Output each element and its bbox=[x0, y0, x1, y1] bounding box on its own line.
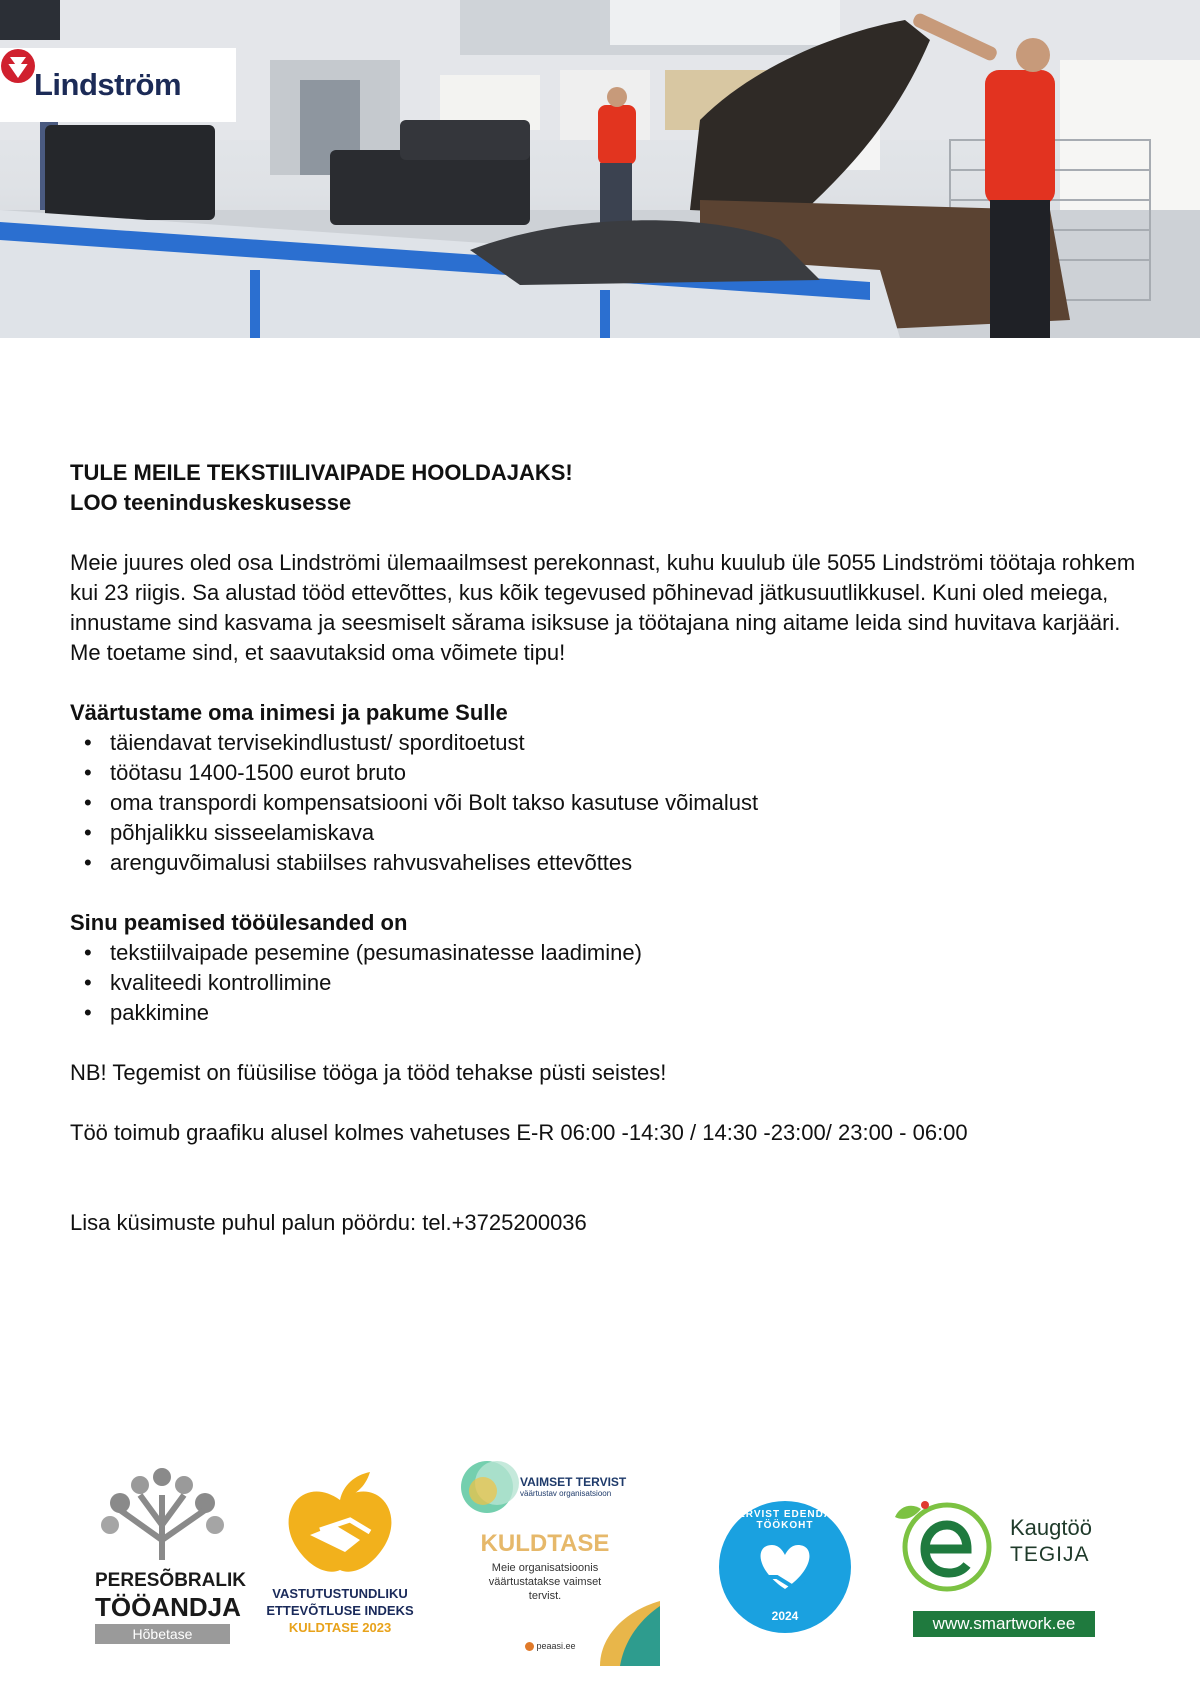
list-item: • põhjalikku sisseelamiskava bbox=[110, 818, 1140, 848]
lindstrom-logo-icon bbox=[0, 48, 36, 84]
mental-title: VAIMSET TERVIST bbox=[520, 1475, 627, 1489]
responsible-line3: KULDTASE 2023 bbox=[288, 1620, 392, 1635]
list-item: • oma transpordi kompensatsiooni või Bolt takso kasutuse võimalust bbox=[110, 788, 1140, 818]
tasks-heading: Sinu peamised tööülesanded on bbox=[70, 910, 408, 935]
brand-name: Lindström bbox=[34, 67, 182, 102]
contact-info: Lisa küsimuste puhul palun pöördu: tel.+3725200036 bbox=[70, 1210, 587, 1235]
job-description bbox=[70, 458, 1140, 1238]
corner-shapes-icon bbox=[600, 1601, 660, 1666]
benefits-list bbox=[70, 728, 1140, 878]
list-item: • töötasu 1400-1500 eurot bruto bbox=[110, 758, 1140, 788]
remote-url: www.smartwork.ee bbox=[913, 1611, 1095, 1637]
tree-people-icon bbox=[95, 1465, 230, 1565]
certification-logos bbox=[0, 1455, 1200, 1675]
physical-work-note: NB! Tegemist on füüsilise tööga ja tööd tehakse püsti seistes! bbox=[70, 1060, 667, 1085]
e-leaf-icon bbox=[885, 1495, 1005, 1595]
friendly-level: Hõbetase bbox=[95, 1624, 230, 1644]
hero-photo bbox=[0, 0, 1200, 338]
list-item: • kvaliteedi kontrollimine bbox=[110, 968, 1140, 998]
mental-subtitle: väärtustav organisatsioon bbox=[520, 1489, 612, 1498]
workplace-arc-text: TERVIST EDENDAV TÖÖKOHT bbox=[731, 1509, 839, 1531]
brand-logo bbox=[0, 48, 236, 122]
head-profile-icon bbox=[455, 1457, 525, 1517]
mental-health-badge bbox=[450, 1455, 660, 1665]
shift-schedule: Töö toimub graafiku alusel kolmes vahetuses E-R 06:00 -14:30 / 14:30 -23:00/ 23:00 - 06:00 bbox=[70, 1120, 968, 1145]
list-item: • tekstiilvaipade pesemine (pesumasinatesse laadimine) bbox=[110, 938, 1140, 968]
responsible-line2: ETTEVÕTLUSE INDEKS bbox=[266, 1603, 414, 1618]
workplace-year: 2024 bbox=[771, 1609, 799, 1623]
responsible-line1: VASTUTUSTUNDLIKU bbox=[272, 1586, 408, 1601]
mental-level: KULDTASE bbox=[480, 1530, 610, 1557]
mental-desc3: tervist. bbox=[528, 1590, 562, 1602]
health-promoting-workplace-badge bbox=[715, 1497, 855, 1637]
friendly-line2: TÖÖANDJA bbox=[95, 1592, 241, 1622]
list-item: • arenguvõimalusi stabiilses rahvusvahelises ettevõttes bbox=[110, 848, 1140, 878]
mental-desc1: Meie organisatsioonis bbox=[491, 1562, 599, 1574]
peaasi-icon bbox=[525, 1642, 534, 1651]
list-item: • pakkimine bbox=[110, 998, 1140, 1028]
remote-line2: TEGIJA bbox=[1010, 1543, 1090, 1566]
tasks-list bbox=[70, 938, 1140, 1028]
headline-subtitle: LOO teeninduskeskusesse bbox=[70, 490, 352, 515]
family-friendly-employer-badge bbox=[95, 1465, 246, 1655]
benefits-heading: Väärtustame oma inimesi ja pakume Sulle bbox=[70, 700, 508, 725]
list-item: • täiendavat tervisekindlustust/ sporditoetust bbox=[110, 728, 1140, 758]
friendly-line1: PERESÕBRALIK bbox=[95, 1570, 246, 1591]
mental-source: peaasi.ee bbox=[525, 1641, 576, 1651]
remote-work-badge bbox=[885, 1495, 1100, 1650]
headline-title: TULE MEILE TEKSTIILIVAIPADE HOOLDAJAKS! bbox=[70, 460, 573, 485]
apple-handshake-icon bbox=[265, 1470, 415, 1580]
remote-line1: Kaugtöö bbox=[1010, 1515, 1092, 1540]
responsible-business-index-badge bbox=[265, 1470, 415, 1660]
intro-paragraph: Meie juures oled osa Lindströmi ülemaailmsest perekonnast, kuhu kuulub üle 5055 Lindströmi töötaja rohkem kui 23 riigis. Sa alustad tööd ettevõttes, kus kõik tegevused põhinevad jätkusuutlikkusel. Kuni oled meiega, innustame sind kasvama ja seesmiselt sărama isiksuse ja töötajana ning aitame leida sind huvitava karjääri. Me toetame sind, et saavutaksid oma võimete tipu! bbox=[70, 550, 1136, 665]
mental-desc2: väärtustatakse vaimset bbox=[488, 1576, 602, 1588]
